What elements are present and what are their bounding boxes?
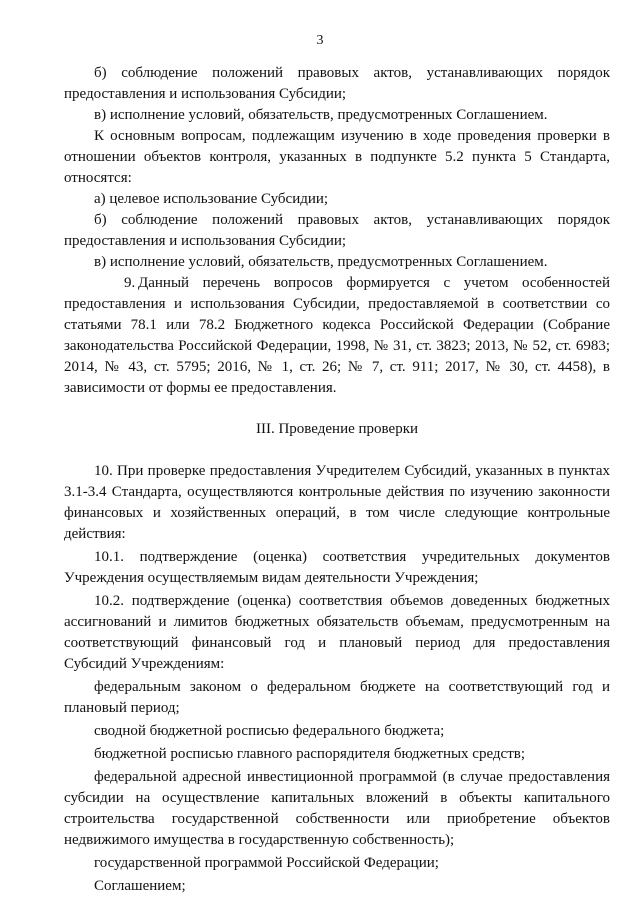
paragraph: б) соблюдение положений правовых актов, устанавливающих порядок предоставления и использования Субсидии; [64, 212, 610, 249]
paragraph: в) исполнение условий, обязательств, предусмотренных Соглашением. [94, 107, 548, 123]
paragraph: 10.2. подтверждение (оценка) соответствия объемов доведенных бюджетных ассигнований и лимитов бюджетных обязательств объемам, предусмотренным на соответствующий финансовый год и плановый период для предоставления Субсидий Учреждениям: [64, 593, 610, 672]
paragraph: 10. При проверке предоставления Учредителем Субсидий, указанных в пунктах 3.1-3.4 Стандарта, осуществляются контрольные действия по изучению законности финансовых и хозяйственных операций, в том числе следующие контрольные действия: [64, 463, 610, 542]
paragraph: в) исполнение условий, обязательств, предусмотренных Соглашением. [94, 254, 548, 270]
paragraph: б) соблюдение положений правовых актов, устанавливающих порядок предоставления и использования Субсидии; [64, 65, 610, 102]
paragraph: а) целевое использование Субсидии; [94, 191, 329, 207]
paragraph: Соглашением; [94, 878, 186, 894]
paragraph: сводной бюджетной росписью федерального бюджета; [94, 723, 445, 739]
paragraph: федеральным законом о федеральном бюджете на соответствующий год и плановый период; [64, 679, 610, 716]
paragraph: федеральной адресной инвестиционной программой (в случае предоставления субсидии на осуществление капитальных вложений в объекты капитального строительства государственной собственности или приобретение объектов недвижимого имущества в государственную собственность); [64, 769, 610, 848]
paragraph: К основным вопросам, подлежащим изучению в ходе проведения проверки в отношении объектов контроля, указанных в подпункте 5.2 пункта 5 Стандарта, относятся: [64, 128, 610, 186]
item-9-number: 9. [124, 275, 136, 291]
page-number: 3 [316, 33, 324, 48]
paragraph: государственной программой Российской Федерации; [94, 855, 439, 871]
section-heading: III. Проведение проверки [255, 421, 419, 437]
document-body [64, 63, 610, 897]
paragraph-item-9 [64, 273, 610, 399]
paragraph: бюджетной росписью главного распорядителя бюджетных средств; [94, 746, 526, 762]
item-9-text: Данный перечень вопросов формируется с учетом особенностей предоставления и использования Субсидии, предоставляемой в соответствии со статьями 78.1 или 78.2 Бюджетного кодекса Российской Федерации (Собрание законодательства Российской Федерации, 1998, № 31, ст. 3823; 2013, № 52, ст. 6983; 2014, № 43, ст. 5795; 2016, № 1, ст. 26; № 7, ст. 911; 2017, № 30, ст. 4458), в зависимости от формы ее предоставления. [64, 275, 610, 396]
paragraph: 10.1. подтверждение (оценка) соответствия учредительных документов Учреждения осуществляемым видам деятельности Учреждения; [64, 549, 610, 586]
